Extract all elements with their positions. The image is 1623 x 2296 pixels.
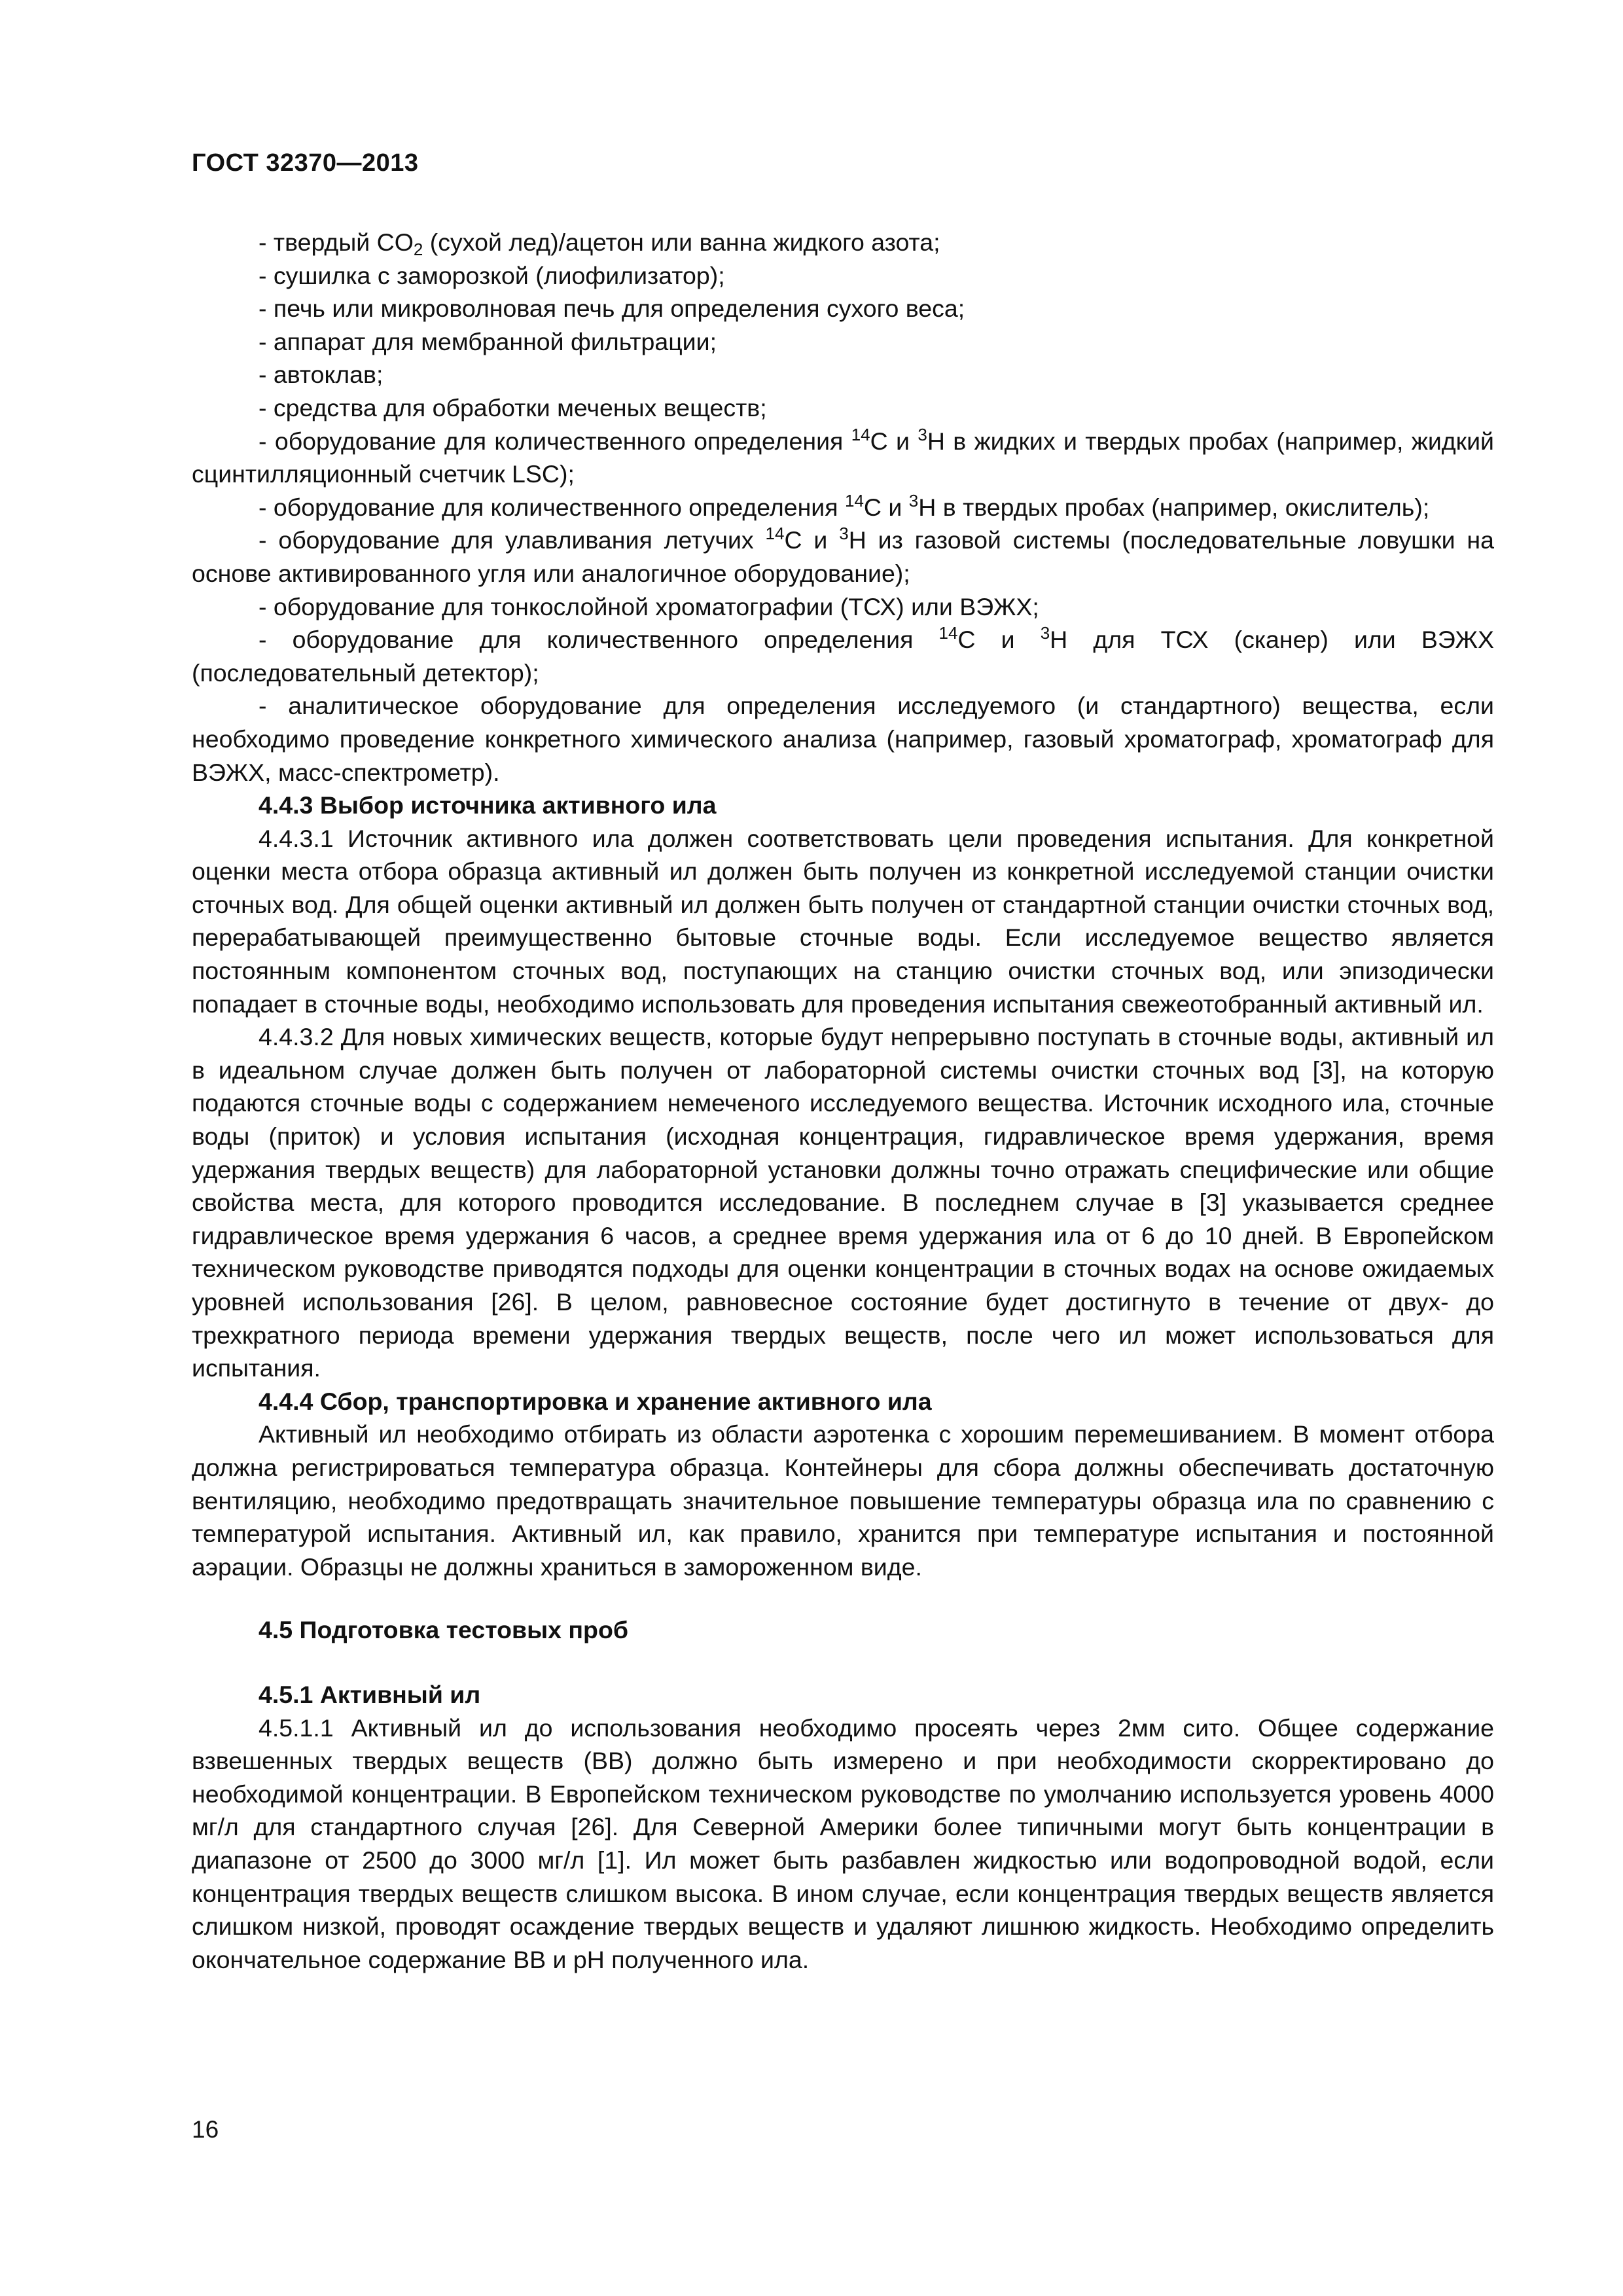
- list-item-membrane-filtration: - аппарат для мембранной фильтрации;: [259, 327, 717, 355]
- standard-designation: ГОСТ 32370—2013: [192, 149, 419, 177]
- list-item-tlc-scanner: - оборудование для количественного определения $^{14}$C и $^3$H для ТСХ (сканер) или ВЭЖХ (последовательный детектор);: [192, 623, 1494, 687]
- heading-4-4-3: 4.4.3 Выбор источника активного ила: [259, 791, 717, 819]
- list-item-autoclave: - автоклав;: [259, 361, 383, 389]
- list-item-analytical-equipment: - аналитическое оборудование для определения исследуемого (и стандартного) вещества, если необходимо проведение конкретного химического анализа (например, газовый хроматограф, хроматограф для ВЭЖХ, масс-спектрометр).: [192, 692, 1494, 786]
- heading-4-5-1: 4.5.1 Активный ил: [259, 1680, 481, 1708]
- paragraph-4-4-3-1: 4.4.3.1 Источник активного ила должен соответствовать цели проведения испытания. Для конкретной оценки места отбора образца активный ил должен быть получен из конкретной исследуемой станции очистки сточных вод. Для общей оценки активный ил должен быть получен от стандартной станции очистки сточных вод, перерабатывающей преимущественно бытовые сточные воды. Если исследуемое вещество является постоянным компонентом сточных вод, поступающих на станцию очистки сточных вод, или эпизодически попадает в сточные воды, необходимо использовать для проведения испытания свежеотобранный активный ил.: [192, 824, 1494, 1018]
- list-item-lsc: - оборудование для количественного определения $^{14}$C и $^3$H в жидких и твердых пробах (например, жидкий сцинтилляционный счетчик LSC);: [192, 424, 1494, 488]
- list-item-oven: - печь или микроволновая печь для определения сухого веса;: [259, 295, 965, 323]
- page-body: [192, 226, 1494, 1976]
- list-item-volatile-traps: - оборудование для улавливания летучих $^{14}$C и $^3$H из газовой системы (последовательные ловушки на основе активированного угля или аналогичное оборудование);: [192, 524, 1494, 587]
- list-item-tlc-hplc: - оборудование для тонкослойной хроматографии (ТСХ) или ВЭЖХ;: [259, 592, 1039, 620]
- list-item-oxidizer: - оборудование для количественного определения $^{14}$C и $^3$H в твердых пробах (например, окислитель);: [259, 490, 1430, 521]
- heading-4-4-4: 4.4.4 Сбор, транспортировка и хранение активного ила: [259, 1387, 932, 1415]
- list-item-dry-ice: - твердый $CO_2$ (сухой лед)/ацетон или ванна жидкого азота;: [259, 228, 940, 259]
- list-item-labelled-substances: - средства для обработки меченых веществ;: [259, 393, 767, 422]
- heading-4-5: 4.5 Подготовка тестовых проб: [259, 1616, 629, 1644]
- paragraph-4-5-1-1: 4.5.1.1 Активный ил до использования необходимо просеять через 2мм сито. Общее содержание взвешенных твердых веществ (ВВ) должно быть измерено и при необходимости скорректировано до необходимой концентрации. В Европейском техническом руководстве по умолчанию используется уровень 4000 мг/л для стандартного случая [26]. Для Северной Америки более типичными могут быть концентрации в диапазоне от 2500 до 3000 мг/л [1]. Ил может быть разбавлен жидкостью или водопроводной водой, если концентрация твердых веществ слишком высока. В ином случае, если концентрация твердых веществ является слишком низкой, проводят осаждение твердых веществ и удаляют лишнюю жидкость. Необходимо определить окончательное содержание ВВ и pH полученного ила.: [192, 1713, 1494, 1973]
- paragraph-4-4-4: Активный ил необходимо отбирать из области аэротенка с хорошим перемешиванием. В момент отбора должна регистрироваться температура образца. Контейнеры для сбора должны обеспечивать достаточную вентиляцию, необходимо предотвращать значительное повышение температуры образца ила по сравнению с температурой испытания. Активный ил, как правило, хранится при температуре испытания и постоянной аэрации. Образцы не должны храниться в замороженном виде.: [192, 1420, 1494, 1581]
- paragraph-4-4-3-2: 4.4.3.2 Для новых химических веществ, которые будут непрерывно поступать в сточные воды, активный ил в идеальном случае должен быть получен от лабораторной системы очистки сточных вод [3], на которую подаются сточные воды с содержанием немеченого исследуемого вещества. Источник исходного ила, сточные воды (приток) и условия испытания (исходная концентрация, гидравлическое время удержания, время удержания твердых веществ) для лабораторной установки должны точно отражать специфические или общие свойства места, для которого проводится исследование. В последнем случае в [3] указывается среднее гидравлическое время удержания 6 часов, а среднее время удержания ила от 6 до 10 дней. В Европейском техническом руководстве приводятся подходы для оценки концентрации в сточных водах на основе ожидаемых уровней использования [26]. В целом, равновесное состояние будет достигнуто в течение от двух- до трехкратного периода времени удержания твердых веществ, после чего ил может использоваться для испытания.: [192, 1023, 1494, 1382]
- page-number: 16: [192, 2116, 219, 2143]
- list-item-freeze-dryer: - сушилка с заморозкой (лиофилизатор);: [259, 261, 725, 289]
